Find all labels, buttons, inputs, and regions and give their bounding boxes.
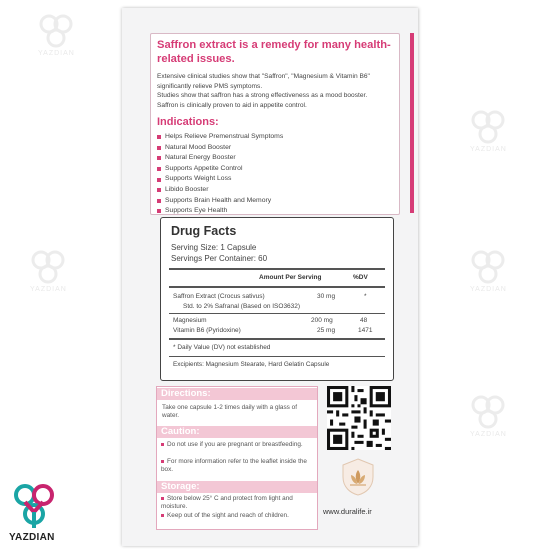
watermark-label: YAZDIAN bbox=[30, 286, 67, 293]
bullet-icon bbox=[157, 156, 161, 160]
caution-text: For more information refer to the leaflet inside the box. bbox=[161, 458, 307, 474]
benefits-paragraph-1: Extensive clinical studies show that "Saffron", "Magnesium & Vitamin B6" significantly relieve PMS symptoms. bbox=[157, 73, 370, 90]
divider bbox=[169, 268, 385, 270]
divider bbox=[169, 313, 385, 314]
ingredient-amount: 30 mg bbox=[317, 293, 336, 300]
benefits-paragraph-3: Saffron is clinically proven to aid in appetite control. bbox=[157, 101, 307, 109]
list-item bbox=[157, 196, 283, 207]
list-item bbox=[157, 174, 283, 185]
watermark-right-mid bbox=[470, 250, 507, 293]
divider bbox=[169, 286, 385, 288]
column-dv-header: %DV bbox=[353, 274, 368, 281]
ingredient-name: Vitamin B6 (Pyridoxine) bbox=[173, 327, 241, 334]
yazdian-logo bbox=[8, 480, 60, 543]
bullet-icon bbox=[157, 135, 161, 139]
list-item bbox=[161, 441, 313, 449]
storage-text: Keep out of the sight and reach of children. bbox=[167, 512, 289, 519]
servings-per-container: Servings Per Container: 60 bbox=[171, 254, 268, 263]
bullet-icon bbox=[161, 460, 164, 463]
bullet-icon bbox=[161, 514, 164, 517]
divider bbox=[169, 338, 385, 340]
bullet-icon bbox=[157, 146, 161, 150]
indication-text: Supports Eye Health bbox=[165, 207, 228, 215]
ingredient-amount: 200 mg bbox=[311, 317, 333, 324]
yazdian-logo-icon bbox=[8, 480, 60, 532]
bullet-icon bbox=[157, 167, 161, 171]
directions-text: Take one capsule 1-2 times daily with a glass of water. bbox=[162, 404, 297, 420]
ingredient-dv: 48 bbox=[360, 317, 368, 324]
benefits-panel bbox=[150, 33, 400, 215]
list-item bbox=[157, 206, 283, 217]
ingredient-name: Saffron Extract (Crocus sativus) bbox=[173, 293, 265, 300]
list-item bbox=[161, 512, 313, 520]
drug-facts-title: Drug Facts bbox=[171, 224, 237, 238]
watermark-label: YAZDIAN bbox=[470, 146, 507, 153]
ingredient-dv: * bbox=[364, 293, 367, 300]
watermark-top bbox=[38, 14, 75, 57]
list-item bbox=[161, 458, 313, 475]
indication-text: Helps Relieve Premenstrual Symptoms bbox=[165, 133, 284, 140]
indication-text: Supports Appetite Control bbox=[165, 164, 243, 172]
qr-code-icon[interactable] bbox=[327, 386, 391, 450]
list-item bbox=[157, 132, 283, 143]
caution-text: Do not use if you are pregnant or breastfeeding. bbox=[167, 441, 303, 448]
indication-text: Supports Weight Loss bbox=[165, 175, 232, 183]
website-url[interactable]: www.duralife.ir bbox=[323, 507, 372, 516]
watermark-icon bbox=[471, 250, 505, 284]
directions-header: Directions: bbox=[157, 388, 317, 400]
accent-stripe bbox=[410, 33, 414, 213]
ingredient-name: Magnesium bbox=[173, 317, 207, 324]
ingredient-amount: 25 mg bbox=[317, 327, 336, 334]
bullet-icon bbox=[157, 199, 161, 203]
serving-size: Serving Size: 1 Capsule bbox=[171, 243, 257, 252]
indication-text: Supports Brain Health and Memory bbox=[165, 196, 272, 204]
watermark-label: YAZDIAN bbox=[38, 50, 75, 57]
bullet-icon bbox=[157, 188, 161, 192]
watermark-icon bbox=[39, 14, 73, 48]
excipients: Excipients: Magnesium Stearate, Hard Gelatin Capsule bbox=[173, 361, 330, 368]
indication-text: Natural Energy Booster bbox=[165, 154, 236, 162]
watermark-label: YAZDIAN bbox=[470, 431, 507, 438]
ingredient-dv: 1471 bbox=[358, 327, 373, 334]
list-item bbox=[161, 495, 313, 512]
indications-title: Indications: bbox=[157, 116, 219, 128]
caution-header: Caution: bbox=[157, 426, 317, 438]
column-amount-header: Amount Per Serving bbox=[259, 274, 322, 281]
watermark-right-low bbox=[470, 395, 507, 438]
list-item bbox=[157, 185, 283, 196]
watermark-label: YAZDIAN bbox=[470, 286, 507, 293]
bullet-icon bbox=[161, 443, 164, 446]
bullet-icon bbox=[161, 497, 164, 500]
drug-facts-panel bbox=[160, 217, 394, 381]
watermark-icon bbox=[31, 250, 65, 284]
divider bbox=[169, 356, 385, 357]
bullet-icon bbox=[157, 178, 161, 182]
instructions-panel bbox=[156, 386, 318, 530]
watermark-icon bbox=[471, 110, 505, 144]
bullet-icon bbox=[157, 209, 161, 213]
brand-shield-icon bbox=[340, 457, 376, 497]
storage-header: Storage: bbox=[157, 481, 317, 493]
indication-text: Natural Mood Booster bbox=[165, 143, 232, 151]
indication-text: Libido Booster bbox=[165, 185, 209, 193]
list-item bbox=[157, 164, 283, 175]
benefits-paragraph-2: Studies show that saffron has a strong effectiveness as a mood booster. bbox=[157, 92, 368, 99]
watermark-mid-left bbox=[30, 250, 67, 293]
list-item bbox=[157, 153, 283, 164]
benefits-headline: Saffron extract is a remedy for many health-related issues. bbox=[157, 39, 391, 65]
storage-text: Store below 25° C and protect from light and moisture. bbox=[161, 495, 293, 511]
ingredient-note: Std. to 2% Safranal (Based on ISO3632) bbox=[183, 303, 301, 310]
indications-list bbox=[157, 132, 283, 217]
benefits-paragraph bbox=[157, 72, 395, 110]
list-item bbox=[157, 143, 283, 154]
logo-name: YAZDIAN bbox=[9, 532, 55, 543]
watermark-right-top bbox=[470, 110, 507, 153]
dv-footnote: * Daily Value (DV) not established bbox=[173, 344, 271, 351]
watermark-icon bbox=[471, 395, 505, 429]
